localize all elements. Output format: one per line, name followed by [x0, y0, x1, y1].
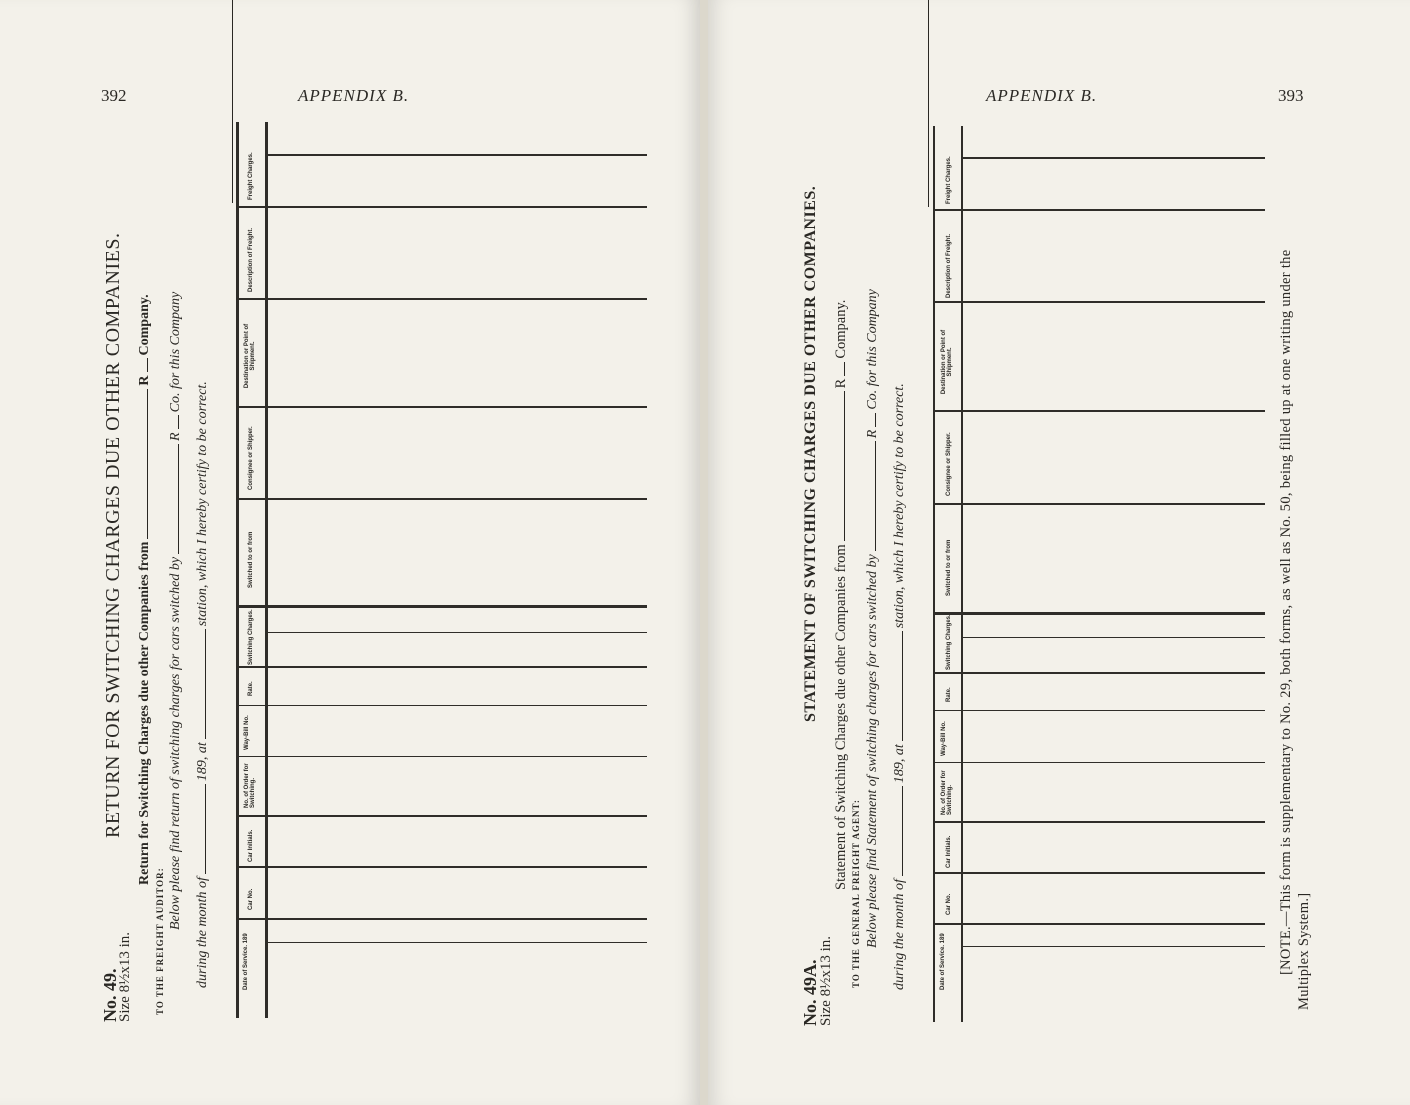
form-size: Size 8½x13 in. — [818, 936, 834, 1026]
footnote-line-1: [NOTE.—This form is supplementary to No. 29, both forms, as well as No. 50, being filled up at one writing under the — [1278, 249, 1294, 975]
col-header: Description of Freight. — [248, 227, 254, 292]
form-number: No. 49. — [100, 968, 120, 1022]
col-header: Car No. — [248, 888, 254, 910]
column-divider — [238, 866, 647, 868]
form-number: No. 49A. — [800, 959, 820, 1026]
column-divider — [238, 666, 647, 668]
right-page — [708, 0, 1410, 1105]
col-header: Date of Service. 189 — [243, 933, 249, 990]
page-number: 393 — [1278, 86, 1304, 105]
agent-signature — [918, 0, 934, 210]
col-header: Rate. — [248, 681, 254, 696]
column-divider — [934, 410, 1265, 412]
column-divider — [238, 406, 647, 408]
form-subtitle: Return for Switching Charges due other Companies fromRCompany. — [137, 294, 152, 885]
column-divider — [238, 206, 647, 208]
column-divider — [238, 918, 647, 920]
col-header: Switching Charges. — [248, 609, 254, 665]
column-divider — [238, 605, 647, 608]
table-border-header — [961, 126, 963, 1022]
row-line — [963, 637, 1265, 638]
col-header: No. of Order for Switching. — [941, 770, 953, 815]
col-header: Car Initials. — [946, 835, 952, 868]
running-head: APPENDIX B. — [298, 86, 410, 105]
column-divider — [934, 710, 1265, 711]
form-title: STATEMENT OF SWITCHING CHARGES DUE OTHER COMPANIES. — [802, 185, 819, 722]
form-title: RETURN FOR SWITCHING CHARGES DUE OTHER COMPANIES. — [102, 232, 124, 838]
table-border-left — [933, 126, 935, 1022]
col-header: Date of Service. 189 — [940, 933, 946, 990]
book-gutter — [700, 0, 708, 1105]
row-line — [265, 632, 647, 633]
column-divider — [934, 923, 1265, 925]
col-header: Car Initials. — [248, 829, 254, 862]
column-divider — [934, 821, 1265, 823]
col-header: No. of Order for Switching. — [244, 763, 256, 808]
form-line-2: during the month of189, atstation, which I hereby certify to be correct. — [195, 381, 210, 988]
col-header: Consignee or Shipper. — [248, 426, 254, 490]
column-divider — [934, 672, 1265, 674]
form-line-2: during the month of189, atstation, which I hereby certify to be correct. — [892, 383, 907, 990]
col-header: Consignee or Shipper. — [946, 432, 952, 496]
row-line — [963, 946, 1265, 947]
table-border-header — [265, 122, 268, 1018]
row-line — [265, 154, 647, 156]
addressee: TO THE GENERAL FREIGHT AGENT: — [851, 799, 861, 988]
column-divider — [238, 705, 647, 706]
col-header: Destination or Point of Shipment. — [244, 323, 256, 389]
left-page — [0, 0, 700, 1105]
table-border-left — [236, 122, 239, 1018]
column-divider — [238, 498, 647, 500]
col-header: Destination or Point of Shipment. — [941, 329, 953, 395]
col-header: Description of Freight. — [946, 233, 952, 298]
column-divider — [238, 815, 647, 817]
column-divider — [238, 298, 647, 300]
form-size: Size 8½x13 in. — [117, 932, 133, 1022]
form-subtitle: Statement of Switching Charges due other Companies fromRCompany. — [833, 299, 849, 890]
col-header: Way-Bill No. — [941, 721, 947, 756]
column-divider — [934, 872, 1265, 874]
column-divider — [934, 301, 1265, 303]
col-header: Car No. — [946, 893, 952, 915]
form-line-1: Below please find return of switching charges for cars switched byRCo. for this Company — [168, 291, 183, 930]
column-divider — [238, 756, 647, 757]
column-divider — [934, 762, 1265, 763]
footnote-line-2: Multiplex System.] — [1296, 892, 1312, 1010]
form-line-1: Below please find Statement of switching charges for cars switched byRCo. for this Company — [865, 289, 880, 948]
col-header: Switched to or from — [248, 531, 254, 588]
column-divider — [934, 612, 1265, 615]
column-divider — [934, 503, 1265, 505]
col-header: Way-Bill No. — [244, 715, 250, 750]
addressee: TO THE FREIGHT AUDITOR: — [155, 867, 165, 1015]
row-line — [963, 157, 1265, 159]
column-divider — [934, 209, 1265, 211]
col-header: Freight Charges. — [946, 156, 952, 204]
col-header: Rate. — [946, 687, 952, 702]
running-head: APPENDIX B. — [986, 86, 1098, 105]
col-header: Freight Charges. — [248, 152, 254, 200]
col-header: Switching Charges. — [946, 614, 952, 670]
row-line — [265, 942, 647, 943]
col-header: Switched to or from — [946, 539, 952, 596]
page-number: 392 — [101, 86, 127, 105]
